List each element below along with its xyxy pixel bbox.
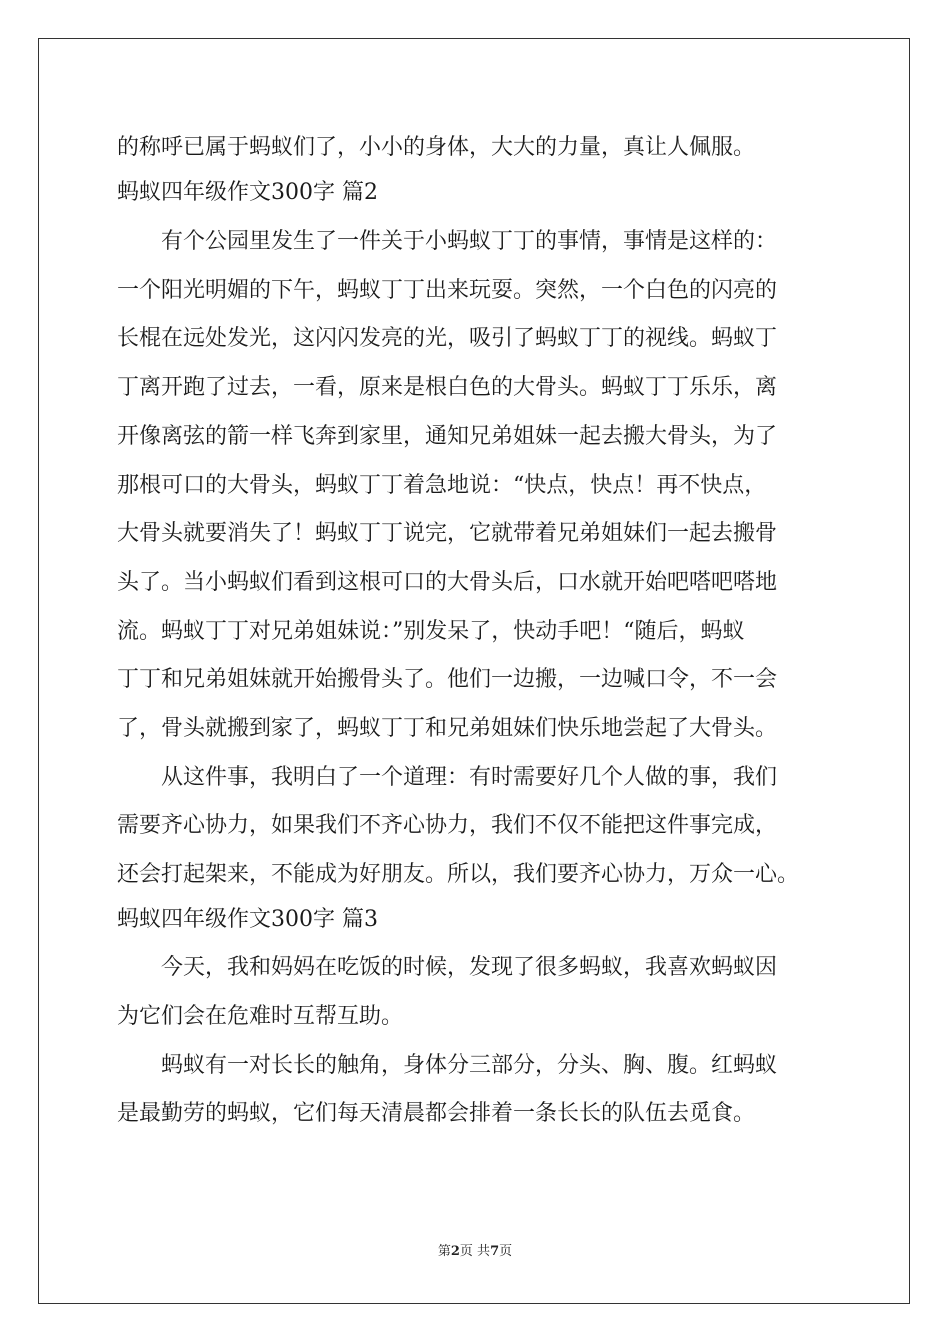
text-line: 的称呼已属于蚂蚁们了，小小的身体，大大的力量，真让人佩服。 — [117, 135, 756, 160]
text-line: 有个公园里发生了一件关于小蚂蚁丁丁的事情，事情是这样的： — [161, 229, 778, 254]
text-line: 头了。当小蚂蚁们看到这根可口的大骨头后，口水就开始吧嗒吧嗒地 — [117, 570, 778, 595]
current-page-number: 2 — [450, 1244, 460, 1259]
text-line: 开像离弦的箭一样飞奔到家里，通知兄弟姐妹一起去搬大骨头，为了 — [117, 424, 778, 449]
text-line: 流。蚂蚁丁丁对兄弟姐妹说：”别发呆了，快动手吧！“随后，蚂蚁 — [117, 619, 745, 644]
text-line: 丁离开跑了过去，一看，原来是根白色的大骨头。蚂蚁丁丁乐乐，离 — [117, 375, 778, 400]
text-line: 了，骨头就搬到家了，蚂蚁丁丁和兄弟姐妹们快乐地尝起了大骨头。 — [117, 716, 778, 741]
text-line: 为它们会在危难时互帮互助。 — [117, 1004, 404, 1029]
text-line: 大骨头就要消失了！蚂蚁丁丁说完，它就带着兄弟姐妹们一起去搬骨 — [117, 521, 778, 546]
section-heading: 蚂蚁四年级作文300字 篇2 — [117, 180, 378, 205]
text-line: 是最勤劳的蚂蚁，它们每天清晨都会排着一条长长的队伍去觅食。 — [117, 1101, 756, 1126]
total-page-number: 7 — [490, 1244, 500, 1259]
text-line: 今天，我和妈妈在吃饭的时候，发现了很多蚂蚁，我喜欢蚂蚁因 — [161, 955, 778, 980]
section-heading: 蚂蚁四年级作文300字 篇3 — [117, 907, 378, 932]
page-footer — [0, 1240, 950, 1259]
text-line: 丁丁和兄弟姐妹就开始搬骨头了。他们一边搬，一边喊口令，不一会 — [117, 667, 778, 692]
text-line: 还会打起架来，不能成为好朋友。所以，我们要齐心协力，万众一心。 — [117, 862, 800, 887]
page-label-prefix: 第 — [437, 1244, 451, 1259]
text-line: 那根可口的大骨头，蚂蚁丁丁着急地说：“快点，快点！再不快点， — [117, 473, 767, 498]
text-line: 蚂蚁有一对长长的触角，身体分三部分，分头、胸、腹。红蚂蚁 — [161, 1053, 778, 1078]
page-label-end: 页 — [499, 1244, 513, 1259]
text-line: 从这件事，我明白了一个道理：有时需要好几个人做的事，我们 — [161, 765, 778, 790]
text-line: 长棍在远处发光，这闪闪发亮的光，吸引了蚂蚁丁丁的视线。蚂蚁丁 — [117, 326, 778, 351]
text-line: 一个阳光明媚的下午，蚂蚁丁丁出来玩耍。突然，一个白色的闪亮的 — [117, 278, 778, 303]
text-line: 需要齐心协力，如果我们不齐心协力，我们不仅不能把这件事完成， — [117, 813, 778, 838]
page-label-middle: 页 共 — [459, 1244, 491, 1259]
